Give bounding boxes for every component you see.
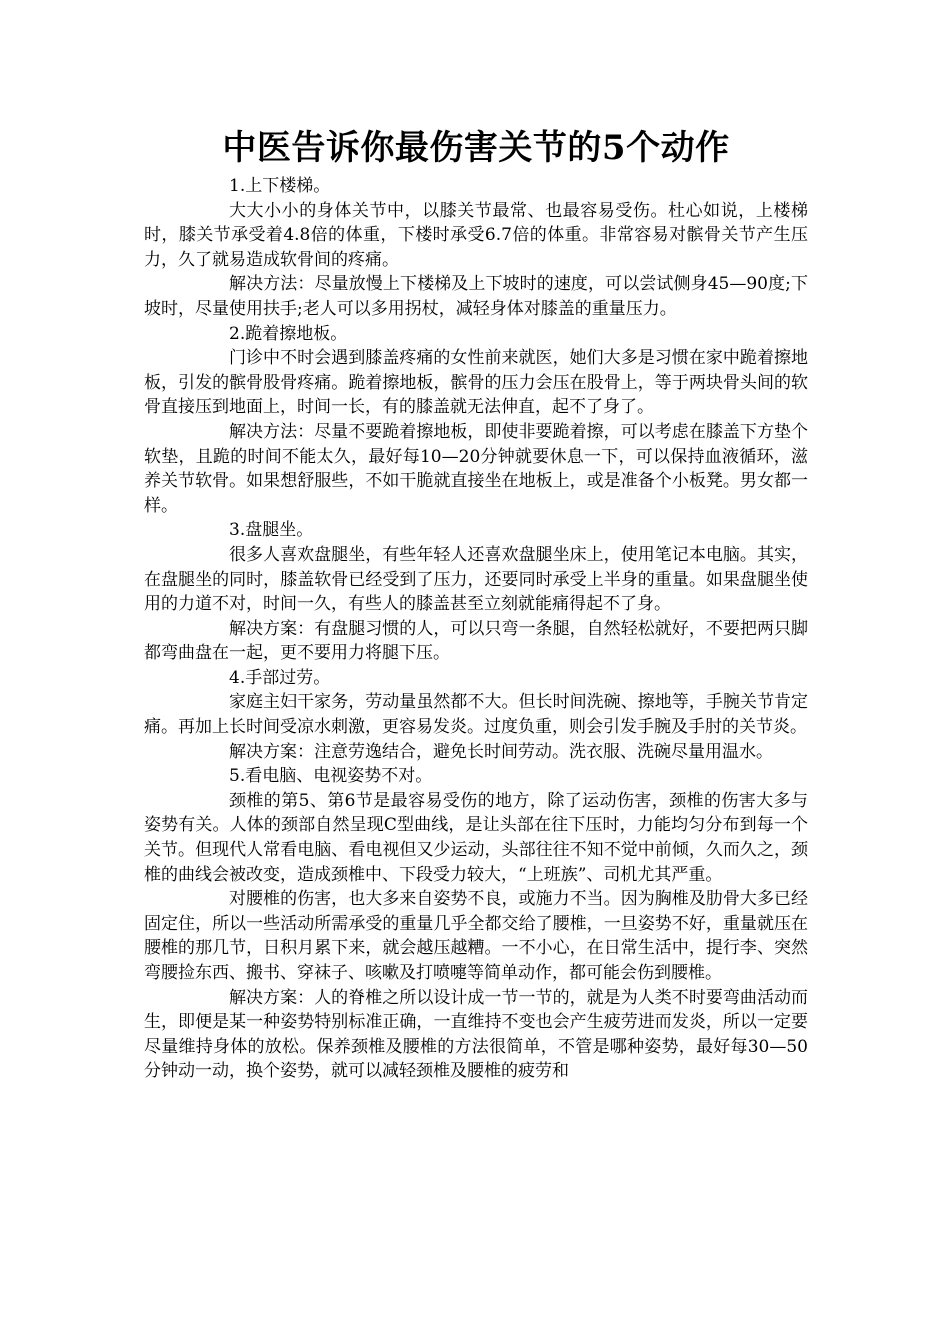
solution-paragraph: 解决方法：尽量不要跪着擦地板，即使非要跪着擦，可以考虑在膝盖下方垫个软垫，且跪的时间不能太久，最好每10—20分钟就要休息一下，可以保持血液循环，滋养关节软骨。如果想舒服些，不如干脆就直接坐在地板上，或是准备个小板凳。男女都一样。 (144, 421, 808, 516)
solution-paragraph: 解决方案：注意劳逸结合，避免长时间劳动。洗衣服、洗碗尽量用温水。 (229, 741, 773, 762)
paragraph: 颈椎的第5、第6节是最容易受伤的地方，除了运动伤害，颈椎的伤害大多与姿势有关。人体的颈部自然呈现C型曲线，是让头部在往下压时，力能均匀分布到每一个关节。但现代人常看电脑、看电视但又少运动，头部往往不知不觉中前倾，久而久之，颈椎的曲线会被改变，造成颈椎中、下段受力较大，“上班族”、司机尤其严重。 (144, 790, 808, 885)
section-heading-4: 4.手部过劳。 (229, 667, 331, 688)
document-page (144, 124, 808, 1084)
section-heading-1: 1.上下楼梯。 (229, 176, 331, 196)
solution-paragraph: 解决方案：人的脊椎之所以设计成一节一节的，就是为人类不时要弯曲活动而生，即便是某一种姿势特别标准正确，一直维持不变也会产生疲劳进而发炎，所以一定要尽量维持身体的放松。保养颈椎及腰椎的方法很简单，不管是哪种姿势，最好每30—50分钟动一动，换个姿势，就可以减轻颈椎及腰椎的疲劳和 (144, 987, 808, 1082)
solution-paragraph: 解决方法：尽量放慢上下楼梯及上下坡时的速度，可以尝试侧身45—90度;下坡时，尽量使用扶手;老人可以多用拐杖，减轻身体对膝盖的重量压力。 (144, 274, 808, 319)
paragraph: 门诊中不时会遇到膝盖疼痛的女性前来就医，她们大多是习惯在家中跪着擦地板，引发的髌骨股骨疼痛。跪着擦地板，髌骨的压力会压在股骨上，等于两块骨头间的软骨直接压到地面上，时间一长，有的膝盖就无法伸直，起不了身了。 (144, 348, 808, 418)
paragraph: 家庭主妇干家务，劳动量虽然都不大。但长时间洗碗、擦地等，手腕关节肯定痛。再加上长时间受凉水刺激，更容易发炎。过度负重，则会引发手腕及手肘的关节炎。 (144, 692, 808, 738)
paragraph: 很多人喜欢盘腿坐，有些年轻人还喜欢盘腿坐床上，使用笔记本电脑。其实，在盘腿坐的同时，膝盖软骨已经受到了压力，还要同时承受上半身的重量。如果盘腿坐使用的力道不对，时间一久，有些人的膝盖甚至立刻就能痛得起不了身。 (144, 544, 808, 615)
section-heading-5: 5.看电脑、电视姿势不对。 (229, 766, 433, 787)
section-heading-2: 2.跪着擦地板。 (229, 323, 348, 344)
paragraph: 大大小小的身体关节中，以膝关节最常、也最容易受伤。杜心如说，上楼梯时，膝关节承受着4.8倍的体重，下楼时承受6.7倍的体重。非常容易对髌骨关节产生压力，久了就易造成软骨间的疼痛。 (144, 200, 808, 270)
paragraph: 对腰椎的伤害，也大多来自姿势不良，或施力不当。因为胸椎及肋骨大多已经固定住，所以一些活动所需承受的重量几乎全都交给了腰椎，一旦姿势不好，重量就压在腰椎的那几节，日积月累下来，就会越压越糟。一不小心，在日常生活中，提行李、突然弯腰捡东西、搬书、穿袜子、咳嗽及打喷嚏等简单动作，都可能会伤到腰椎。 (144, 889, 808, 983)
document-title: 中医告诉你最伤害关节的5个动作 (222, 128, 730, 168)
solution-paragraph: 解决方案：有盘腿习惯的人，可以只弯一条腿，自然轻松就好，不要把两只脚都弯曲盘在一起，更不要用力将腿下压。 (144, 618, 808, 664)
section-heading-3: 3.盘腿坐。 (229, 520, 314, 541)
